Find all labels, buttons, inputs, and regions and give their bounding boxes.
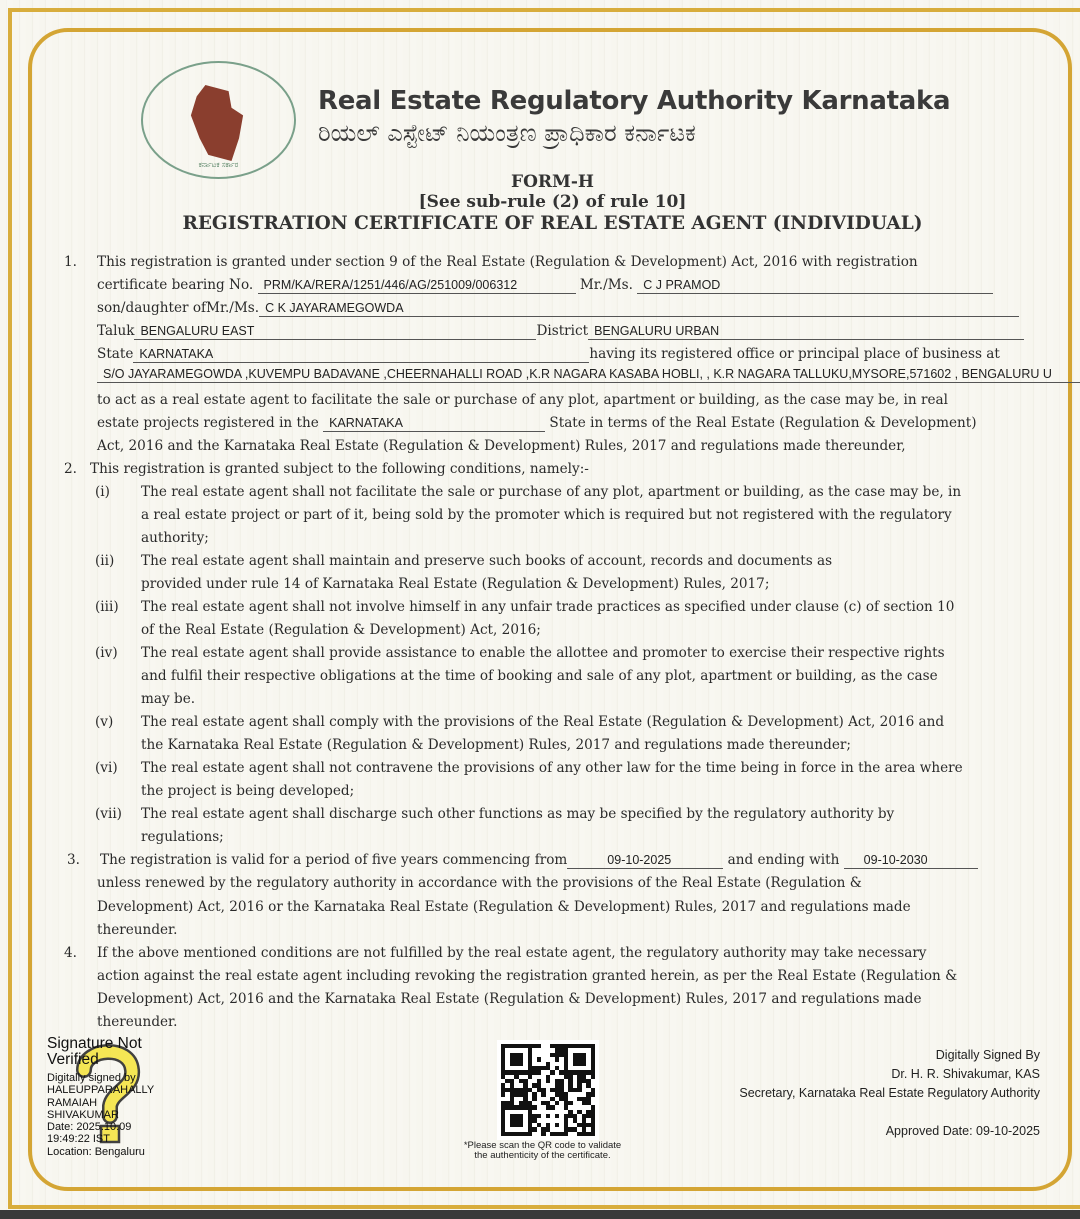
condition-line: The real estate agent shall not involve himself in any unfair trade practices as specified under clause (c) of section 10 — [141, 599, 955, 615]
signature-line: SHIVAKUMAR — [47, 1108, 119, 1121]
state-line — [97, 344, 1000, 364]
condition-line: a real estate project or part of it, being sold by the promoter which is required but not registered with the regulatory — [141, 507, 952, 523]
qr-note-line: the authenticity of the certificate. — [474, 1150, 611, 1161]
validity-line — [100, 850, 978, 870]
para-line: Development) Act, 2016 or the Karnataka Real Estate (Regulation & Development) Rules, 2017 and regulations made — [97, 899, 911, 915]
condition-line: The real estate agent shall not facilitate the sale or purchase of any plot, apartment or building, as the case may be, in — [141, 484, 962, 500]
condition-line: regulations; — [141, 829, 224, 845]
qr-note — [440, 1141, 645, 1161]
projects-state-value: KARNATAKA — [323, 416, 545, 432]
signature-line: Digitally signed by — [47, 1072, 136, 1084]
signature-line: RAMAIAH — [47, 1096, 98, 1109]
address-line — [97, 367, 1080, 389]
para-line: thereunder. — [97, 1014, 178, 1030]
qr-code[interactable] — [497, 1040, 599, 1140]
digital-signature-block[interactable] — [47, 1036, 154, 1158]
signature-line: HALEUPPARAHALLY — [47, 1084, 155, 1097]
para-number: 2. — [64, 461, 77, 477]
registration-line — [97, 275, 993, 295]
condition-line: The real estate agent shall provide assistance to enable the allottee and promoter to exercise their respective rights — [141, 645, 945, 661]
label: State in terms of the Real Estate (Regulation & Development) — [549, 415, 977, 431]
signature-line: Date: 2025.10.09 — [47, 1121, 132, 1134]
authority-signature-block — [739, 1046, 1040, 1103]
condition-line: The real estate agent shall maintain and preserve such books of account, records and documents as — [141, 553, 833, 569]
condition-line: The real estate agent shall comply with the provisions of the Real Estate (Regulation & Development) Act, 2016 and — [141, 714, 945, 730]
signature-line: Location: Bengaluru — [47, 1145, 145, 1158]
label: and ending with — [727, 852, 840, 868]
form-label: FORM-H — [511, 172, 594, 192]
taluk-district-line — [97, 321, 1024, 341]
condition-line: the project is being developed; — [141, 783, 355, 799]
condition-line: authority; — [141, 530, 209, 546]
label: Mr./Ms. — [579, 277, 633, 293]
para-line: This registration is granted under section 9 of the Real Estate (Regulation & Development) Act, 2016 with registration — [97, 254, 918, 270]
signature-status: Signature Not — [47, 1035, 142, 1052]
rera-karnataka-seal-logo — [141, 61, 296, 179]
signatory-title: Secretary, Karnataka Real Estate Regulatory Authority — [739, 1086, 1040, 1100]
para-line: If the above mentioned conditions are not fulfilled by the real estate agent, the regulatory authority may take necessary — [97, 945, 927, 961]
district-value: BENGALURU URBAN — [588, 324, 1024, 340]
para-number: 4. — [64, 945, 77, 961]
condition-line: and fulfil their respective obligations at the time of booking and sale of any plot, apartment or building, as the case — [141, 668, 938, 684]
para-line: Development) Act, 2016 and the Karnataka Real Estate (Regulation & Development) Rules, 2017 and regulations made — [97, 991, 922, 1007]
label: District — [536, 323, 589, 339]
certificate-title: REGISTRATION CERTIFICATE OF REAL ESTATE AGENT (INDIVIDUAL) — [182, 213, 923, 234]
para-line: thereunder. — [97, 922, 178, 938]
valid-from-date: 09-10-2025 — [567, 853, 723, 869]
para-line: unless renewed by the regulatory authority in accordance with the provisions of the Real Estate (Regulation & — [97, 875, 862, 891]
label: estate projects registered in the — [97, 415, 319, 431]
condition-number: (vi) — [95, 760, 118, 776]
condition-line: the Karnataka Real Estate (Regulation & Development) Rules, 2017 and regulations made thereunder; — [141, 737, 851, 753]
para-line: This registration is granted subject to the following conditions, namely:- — [90, 461, 589, 477]
label: son/daughter ofMr./Ms. — [97, 300, 260, 316]
label: having its registered office or principal place of business at — [589, 346, 1000, 362]
condition-line: The real estate agent shall not contravene the provisions of any other law for the time being in force in the area where — [141, 760, 963, 776]
approved-date: Approved Date: 09-10-2025 — [885, 1124, 1040, 1138]
org-name-kannada: ರಿಯಲ್ ಎಸ್ಟೇಟ್ ನಿಯಂತ್ರಣ ಪ್ರಾಧಿಕಾರ ಕರ್ನಾಟಕ — [318, 119, 696, 147]
parent-line — [97, 298, 1019, 318]
karnataka-map-icon — [188, 85, 246, 161]
signature-line: 19:49:22 IST — [47, 1133, 110, 1146]
para-number: 3. — [67, 852, 80, 868]
condition-number: (ii) — [95, 553, 115, 569]
subrule-label: [See sub-rule (2) of rule 10] — [418, 192, 687, 212]
condition-line: provided under rule 14 of Karnataka Real Estate (Regulation & Development) Rules, 2017; — [141, 576, 770, 592]
para-line: action against the real estate agent including revoking the registration granted herein, as per the Real Estate (Regulation & — [97, 968, 958, 984]
condition-line: The real estate agent shall discharge such other functions as may be specified by the regulatory authority by — [141, 806, 895, 822]
org-name-english: Real Estate Regulatory Authority Karnataka — [318, 86, 951, 116]
seal-text: ಕರ್ನಾಟಕ ಸರ್ಕಾರ — [198, 161, 239, 169]
condition-number: (iii) — [95, 599, 119, 615]
label: certificate bearing No. — [97, 277, 254, 293]
para-number: 1. — [64, 254, 77, 270]
signatory-name: Dr. H. R. Shivakumar, KAS — [891, 1067, 1040, 1081]
condition-line: may be. — [141, 691, 196, 707]
qr-note-line: *Please scan the QR code to validate — [463, 1140, 622, 1151]
condition-line: of the Real Estate (Regulation & Development) Act, 2016; — [141, 622, 541, 638]
condition-number: (iv) — [95, 645, 118, 661]
condition-number: (vii) — [95, 806, 122, 822]
para-line: Act, 2016 and the Karnataka Real Estate (Regulation & Development) Rules, 2017 and regulations made thereunder, — [97, 438, 906, 454]
agent-name: C J PRAMOD — [637, 278, 993, 294]
condition-number: (i) — [95, 484, 110, 500]
valid-to-date: 09-10-2030 — [844, 853, 978, 869]
address-value: S/O JAYARAMEGOWDA ,KUVEMPU BADAVANE ,CHEERNAHALLI ROAD ,K.R NAGARA KASABA HOBLI, , K.R NAGARA TALLUKU,MYSORE,571602 , BENGALURU U — [97, 367, 1080, 383]
condition-number: (v) — [95, 714, 114, 730]
label: Taluk — [97, 323, 135, 339]
bottom-bar — [0, 1210, 1080, 1219]
signature-status: Verified — [47, 1051, 99, 1068]
taluk-value: BENGALURU EAST — [134, 324, 536, 340]
para-line: to act as a real estate agent to facilitate the sale or purchase of any plot, apartment or building, as the case may be, in real — [97, 392, 948, 408]
signature-line: Digitally Signed By — [935, 1048, 1040, 1062]
registration-number: PRM/KA/RERA/1251/446/AG/251009/006312 — [258, 278, 576, 294]
parent-name: C K JAYARAMEGOWDA — [259, 301, 1019, 317]
projects-state-line — [97, 413, 977, 433]
label: The registration is valid for a period of five years commencing from — [100, 852, 568, 868]
state-value: KARNATAKA — [133, 347, 589, 363]
label: State — [97, 346, 134, 362]
